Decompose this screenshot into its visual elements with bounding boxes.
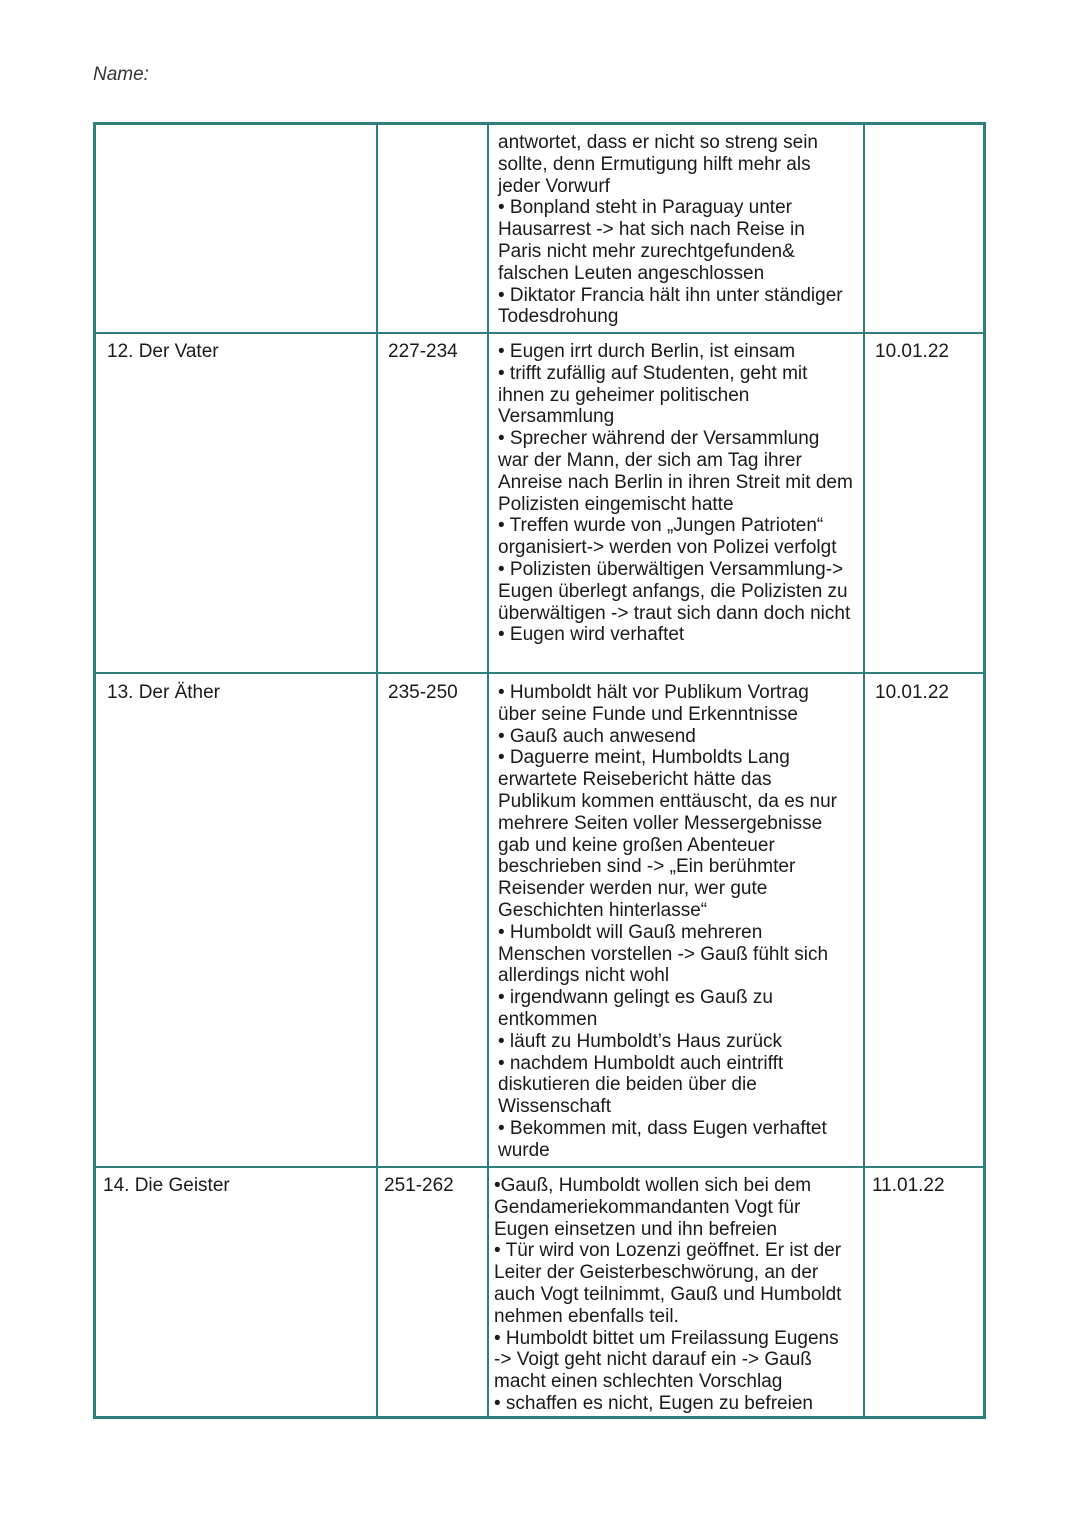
- column-divider: [863, 125, 865, 1416]
- date-cell: 10.01.22: [875, 682, 949, 703]
- chapter-cell: 12. Der Vater: [107, 341, 219, 362]
- date-cell: 10.01.22: [875, 341, 949, 362]
- row-divider: [96, 1166, 983, 1168]
- date-cell: 11.01.22: [872, 1175, 945, 1196]
- name-label: Name:: [93, 64, 149, 85]
- column-divider: [376, 125, 378, 1416]
- summary-cell: • Eugen irrt durch Berlin, ist einsam • trifft zufällig auf Studenten, geht mit ihnen zu geheimer politischen Versammlung • Sprecher während der Versammlung war der Mann, der sich am Tag ihrer Anreise nach Berlin in ihren Streit mit dem Polizisten eingemischt hatte • Treffen wurde von „Jungen Patrioten“ organisiert-> werden von Polizei verfolgt • Polizisten überwältigen Versammlung-> Eugen überlegt anfangs, die Polizisten zu überwältigen -> traut sich dann doch nicht • Eugen wird verhaftet: [498, 341, 853, 646]
- chapter-cell: 14. Die Geister: [103, 1175, 230, 1196]
- summary-cell: antwortet, dass er nicht so streng sein sollte, denn Ermutigung hilft mehr als jeder Vorwurf • Bonpland steht in Paraguay unter Hausarrest -> hat sich nach Reise in Paris nicht mehr zurechtgefunden& falschen Leuten angeschlossen • Diktator Francia hält ihn unter ständiger Todesdrohung: [498, 132, 843, 328]
- pages-cell: 235-250: [388, 682, 458, 703]
- summary-cell: • Humboldt hält vor Publikum Vortrag über seine Funde und Erkenntnisse • Gauß auch anwesend • Daguerre meint, Humboldts Lang erwartete Reisebericht hätte das Publikum kommen enttäuscht, da es nur mehrere Seiten voller Messergebnisse gab und keine großen Abenteuer beschrieben sind -> „Ein berühmter Reisender werden nur, wer gute Geschichten hinterlasse“ • Humboldt will Gauß mehreren Menschen vorstellen -> Gauß fühlt sich allerdings nicht wohl • irgendwann gelingt es Gauß zu entkommen • läuft zu Humboldt’s Haus zurück • nachdem Humboldt auch eintrifft diskutieren die beiden über die Wissenschaft • Bekommen mit, dass Eugen verhaftet wurde: [498, 682, 838, 1161]
- pages-cell: 251-262: [384, 1175, 454, 1196]
- row-divider: [96, 672, 983, 674]
- pages-cell: 227-234: [388, 341, 458, 362]
- column-divider: [487, 125, 489, 1416]
- chapter-summary-table: [93, 122, 986, 1419]
- chapter-cell: 13. Der Äther: [107, 682, 220, 703]
- row-divider: [96, 332, 983, 334]
- summary-cell: •Gauß, Humboldt wollen sich bei dem Gendameriekommandanten Vogt für Eugen einsetzen und ihn befreien • Tür wird von Lozenzi geöffnet. Er ist der Leiter der Geisterbeschwörung, an der auch Vogt teilnimmt, Gauß und Humboldt nehmen ebenfalls teil. • Humboldt bittet um Freilassung Eugens -> Voigt geht nicht darauf ein -> Gauß macht einen schlechten Vorschlag • schaffen es nicht, Eugen zu befreien: [494, 1175, 842, 1414]
